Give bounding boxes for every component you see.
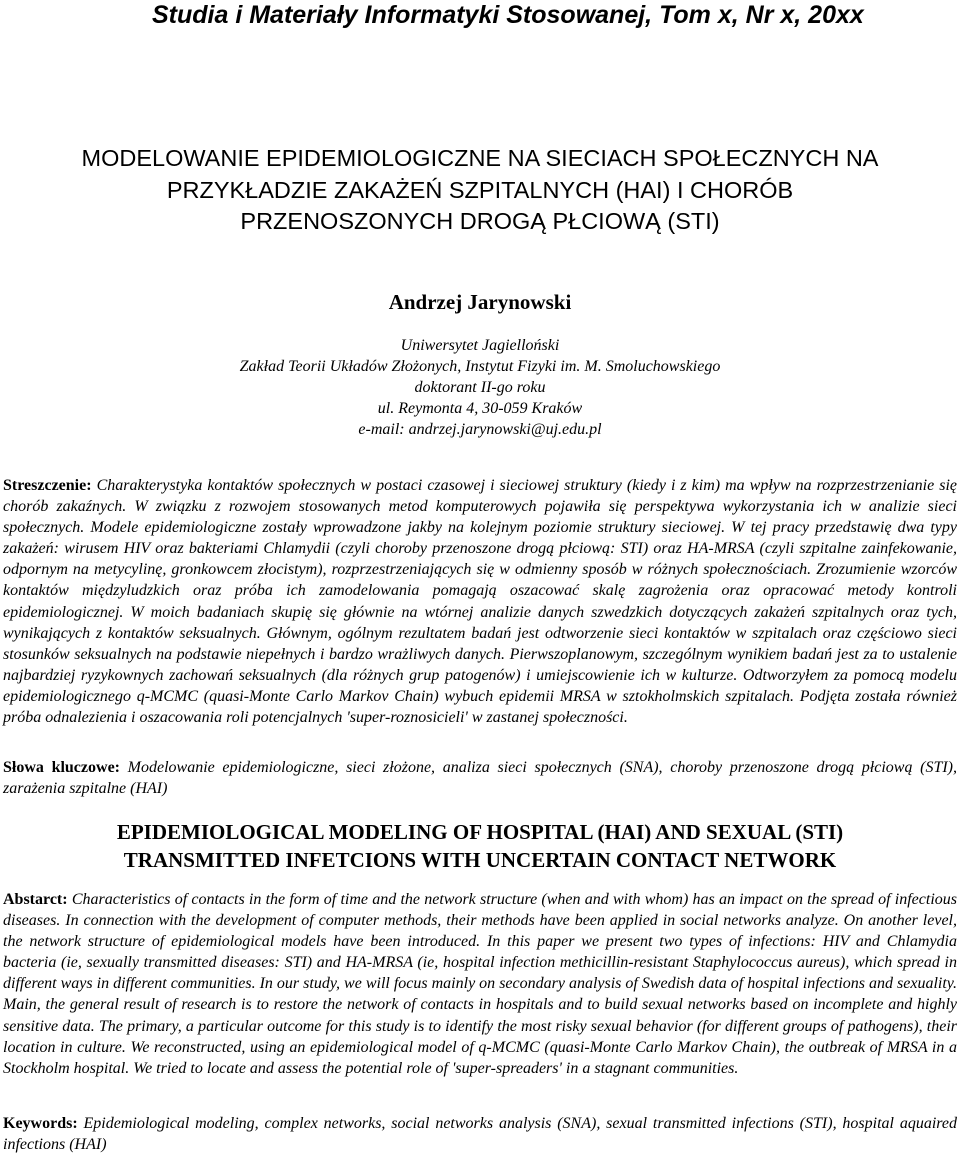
abstract-english-label: Abstarct: — [3, 891, 68, 908]
affiliation — [0, 335, 960, 440]
journal-header: Studia i Materiały Informatyki Stosowanej, Tom x, Nr x, 20xx — [152, 1, 864, 29]
affiliation-department: Zakład Teorii Układów Złożonych, Instytut Fizyki im. M. Smoluchowskiego — [239, 358, 721, 375]
title-polish-line: PRZYKŁADZIE ZAKAŻEŃ SZPITALNYCH (HAI) I CHORÓB — [166, 176, 794, 203]
abstract-polish — [3, 475, 957, 728]
abstract-polish-text: Charakterystyka kontaktów społecznych w postaci czasowej i sieciowej struktury (kiedy i z kim) ma wpływ na rozprzestrzenianie się chorób zakaźnych. W związku z rozwojem stosowanych metod komputerowych pojawiła się perspektywa wykorzystania ich w analizie sieci społecznych. Modele epidemiologiczne zostały wprowadzone jakby na kolejnym poziomie struktury sieciowej. W tej pracy przedstawię dwa typy zakażeń: wirusem HIV oraz bakteriami Chlamydii (czyli choroby przenoszone drogą płciową: STI) oraz HA-MRSA (czyli szpitalne zainfekowanie, odpornym na metycylinę, gronkowcem złocistym), rozprzestrzeniających się w odmienny sposób w różnych społecznościach. Zrozumienie wzorców kontaktów międzyludzkich oraz próba ich zamodelowania pomagają oszacować skalę zagrożenia oraz opracować metody kontroli epidemiologicznej. W moich badaniach skupię się głównie na wtórnej analizie danych szwedzkich dotyczących zakażeń szpitalnych oraz tych, wynikających z kontaktów seksualnych. Głównym, ogólnym rezultatem badań jest odtworzenie sieci kontaktów w szpitalach oraz częściowo sieci stosunków seksualnych na podstawie niepełnych i bardzo wrażliwych danych. Pierwszoplanowym, szczególnym wynikiem badań jest za to ustalenie najbardziej ryzykownych zachowań seksualnych (dla różnych grup patogenów) i umiejscowienie ich w kulturze. Odtworzyłem za pomocą modelu epidemiologicznego q-MCMC (quasi-Monte Carlo Markov Chain) wybuch epidemii MRSA w sztokholmskich szpitalach. Podjęta została również próba odnalezienia i oszacowania roli potencjalnych 'super-roznosicieli' w zastanej społeczności. — [3, 477, 957, 727]
abstract-polish-label: Streszczenie: — [3, 477, 92, 494]
title-polish — [0, 143, 960, 238]
title-polish-line: PRZENOSZONYCH DROGĄ PŁCIOWĄ (STI) — [240, 208, 720, 234]
affiliation-address: ul. Reymonta 4, 30-059 Kraków — [377, 400, 583, 417]
keywords-polish-label: Słowa kluczowe: — [3, 759, 120, 776]
title-polish-line: MODELOWANIE EPIDEMIOLOGICZNE NA SIECIACH SPOŁECZNYCH NA — [81, 145, 879, 171]
keywords-polish-text: Modelowanie epidemiologiczne, sieci złożone, analiza sieci społecznych (SNA), choroby przenoszone drogą płciową (STI), zarażenia szpitalne (HAI) — [3, 759, 958, 798]
title-english-line: TRANSMITTED INFETCIONS WITH UNCERTAIN CONTACT NETWORK — [123, 848, 837, 872]
title-english — [0, 818, 960, 874]
abstract-english-text: Characteristics of contacts in the form of time and the network structure (when and with whom) has an impact on the spread of infectious diseases. In connection with the development of computer methods, their methods have been applied in social networks analyze. On another level, the network structure of epidemiological models have been introduced. In this paper we present two types of infections: HIV and Chlamydia bacteria (ie, sexually transmitted diseases: STI) and HA-MRSA (ie, hospital infection methicillin-resistant Staphylococcus aureus), which spread in different ways in different communities. In our study, we will focus mainly on secondary analysis of Swedish data of hospital infections and sexuality. Main, the general result of research is to restore the network of contacts in hospitals and to build sexual networks based on incomplete and highly sensitive data. The primary, a particular outcome for this study is to identify the most risky sexual behavior (for different groups of pathogens), their location in culture. We reconstructed, using an epidemiological model of q-MCMC (quasi-Monte Carlo Markov Chain), the outbreak of MRSA in a Stockholm hospital. We tried to locate and assess the potential role of 'super-spreaders' in a stagnant communities. — [3, 891, 958, 1077]
keywords-polish — [3, 757, 957, 799]
affiliation-email: e-mail: andrzej.jarynowski@uj.edu.pl — [358, 421, 602, 438]
affiliation-university: Uniwersytet Jagielloński — [400, 337, 560, 354]
keywords-english — [3, 1113, 957, 1155]
title-english-line: EPIDEMIOLOGICAL MODELING OF HOSPITAL (HAI) AND SEXUAL (STI) — [116, 820, 844, 844]
keywords-english-label: Keywords: — [3, 1115, 78, 1132]
author-name: Andrzej Jarynowski — [388, 290, 572, 314]
keywords-english-text: Epidemiological modeling, complex networks, social networks analysis (SNA), sexual transmitted infections (STI), hospital aquaired infections (HAI) — [3, 1115, 957, 1154]
abstract-english — [3, 889, 957, 1079]
affiliation-position: doktorant II-go roku — [414, 379, 546, 396]
